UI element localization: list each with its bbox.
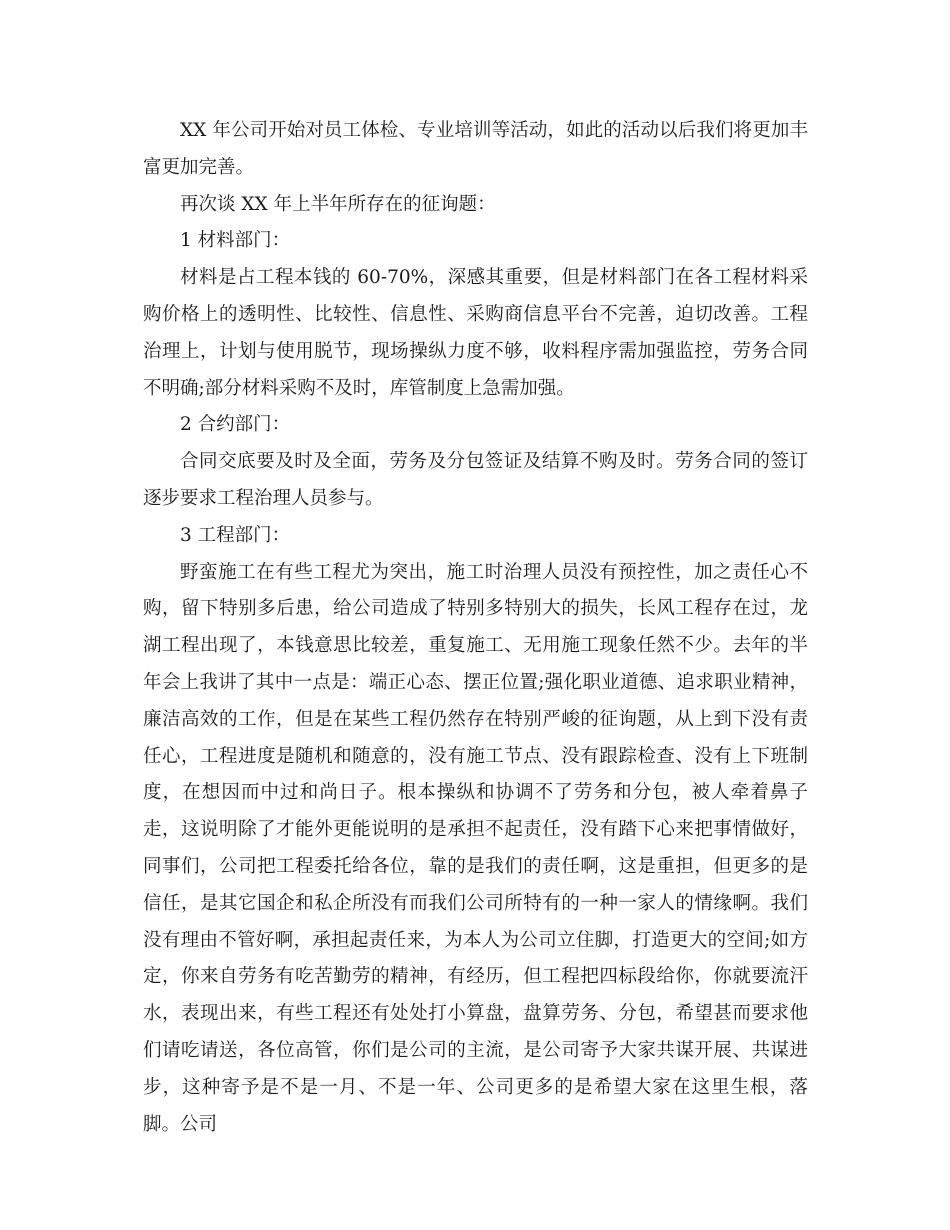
document-body: [143, 113, 808, 1143]
paragraph-engineering: 野蛮施工在有些工程尤为突出，施工时治理人员没有预控性，加之责任心不购，留下特别多后患，给公司造成了特别多特别大的损失，长风工程存在过，龙湖工程出现了，本钱意思比较差，重复施工、无用施工现象任然不少。去年的半年会上我讲了其中一点是：端正心态、摆正位置;强化职业道德、追求职业精神，廉洁高效的工作，但是在某些工程仍然存在特别严峻的征询题，从上到下没有责任心，工程进度是随机和随意的，没有施工节点、没有跟踪检查、没有上下班制度，在想因而中过和尚日子。根本操纵和协调不了劳务和分包，被人牵着鼻子走，这说明除了才能外更能说明的是承担不起责任，没有踏下心来把事情做好，同事们，公司把工程委托给各位，靠的是我们的责任啊，这是重担，但更多的是信任，是其它国企和私企所没有而我们公司所特有的一种一家人的情缘啊。我们没有理由不管好啊，承担起责任来，为本人为公司立住脚，打造更大的空间;如方定，你来自劳务有吃苦勤劳的精神，有经历，但工程把四标段给你，你就要流汗水，表现出来，有些工程还有处处打小算盘，盘算劳务、分包，希望甚而要求他们请吃请送，各位高管，你们是公司的主流，是公司寄予大家共谋开展、共谋进步，这种寄予是不是一月、不是一年、公司更多的是希望大家在这里生根，落脚。公司: [143, 561, 808, 1135]
paragraph-issues-intro: 再次谈 XX 年上半年所存在的征询题：: [180, 193, 496, 215]
heading-materials-dept: 1 材料部门：: [180, 230, 291, 252]
paragraph-materials: 材料是占工程本钱的 60-70%，深感其重要，但是材料部门在各工程材料采购价格上的透明性、比较性、信息性、采购商信息平台不完善，迫切改善。工程治理上，计划与使用脱节，现场操纵力度不够，收料程序需加强监控，劳务合同不明确;部分材料采购不及时，库管制度上急需加强。: [143, 267, 808, 399]
paragraph-contracts: 合同交底要及时及全面，劳务及分包签证及结算不购及时。劳务合同的签订逐步要求工程治理人员参与。: [143, 451, 808, 509]
paragraph-training: XX 年公司开始对员工体检、专业培训等活动，如此的活动以后我们将更加丰富更加完善。: [143, 120, 808, 178]
heading-engineering-dept: 3 工程部门：: [180, 524, 291, 546]
heading-contracts-dept: 2 合约部门：: [180, 414, 291, 436]
